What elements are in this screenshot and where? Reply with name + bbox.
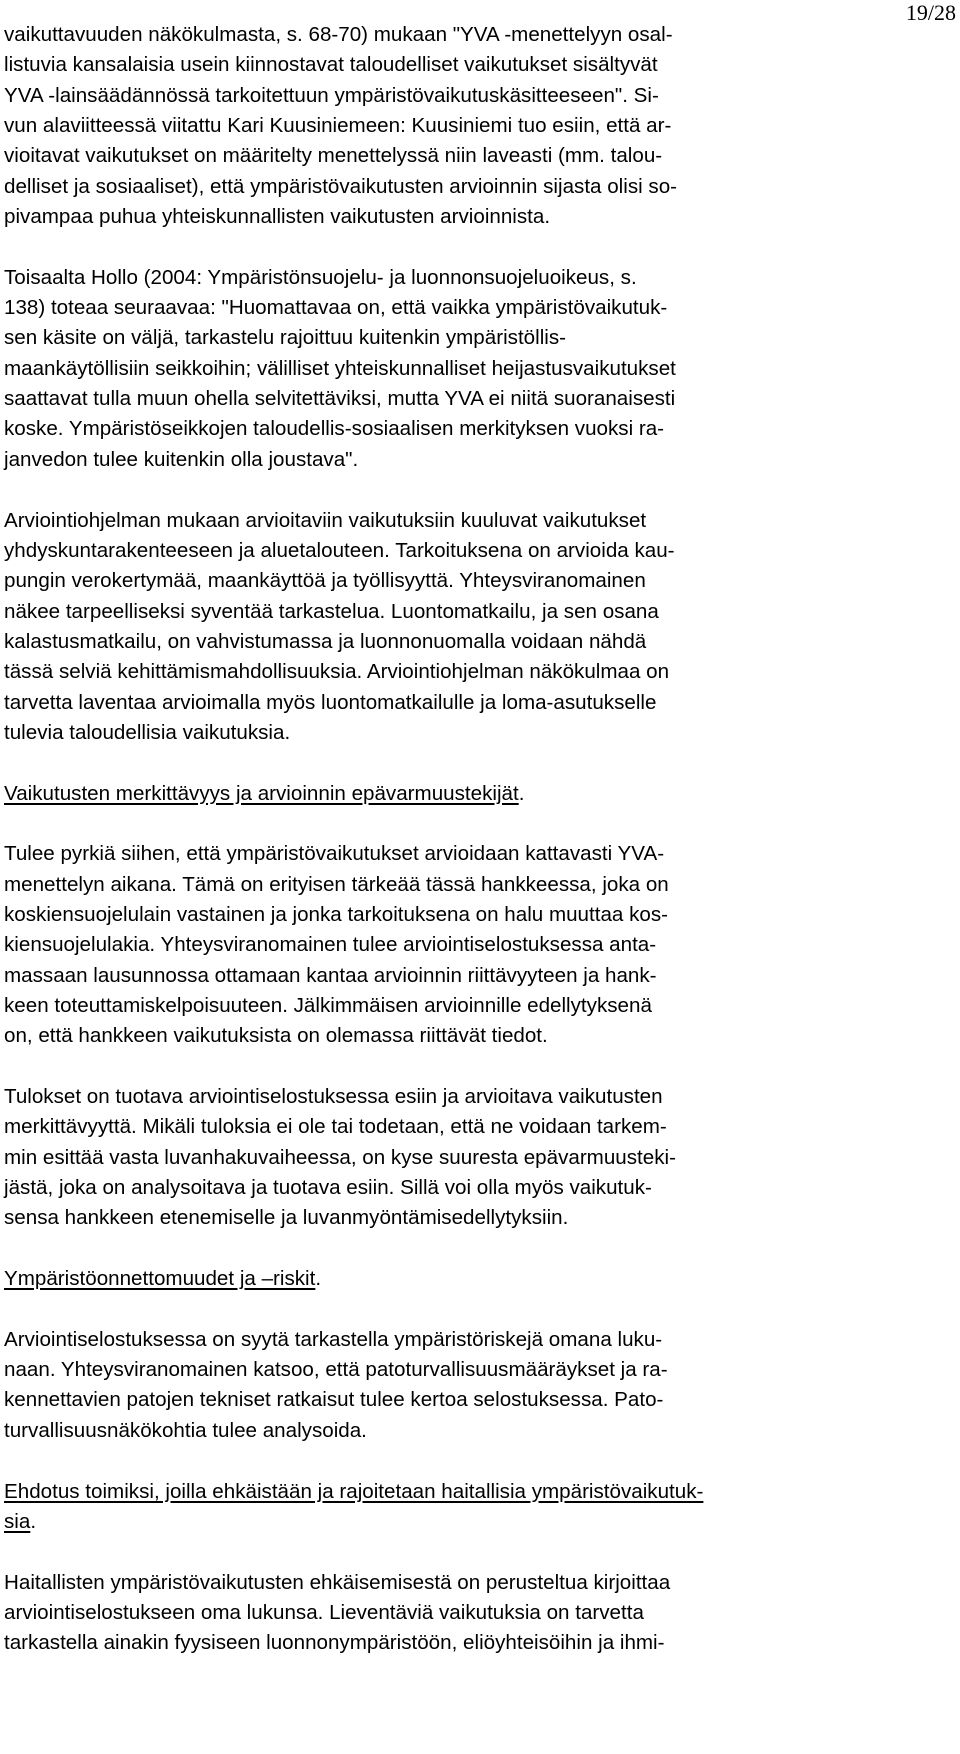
section-heading-mitigation-period: .: [30, 1509, 37, 1533]
paragraph-6: Arviointiselostuksessa on syytä tarkastella ympäristöriskejä omana luku- naan. Yhteysviranomainen katsoo, että patoturvallisuusmääräykset ja ra- kennettavien patojen tekniset ratkaisut tulee kertoa selostuksessa. Pato- turvallisuusnäkökohtia tulee analysoida.: [4, 1327, 668, 1442]
section-heading-accidents-text: Ympäristöonnettomuudet ja –riskit: [4, 1267, 316, 1291]
section-heading-accidents-period: .: [315, 1267, 322, 1291]
section-heading-mitigation-text: Ehdotus toimiksi, joilla ehkäistään ja rajoitetaan haitallisia ympäristövaikutuk- sia: [4, 1479, 704, 1533]
document-body: [4, 20, 825, 1659]
paragraph-4: Tulee pyrkiä siihen, että ympäristövaikutukset arvioidaan kattavasti YVA- menettelyn aikana. Tämä on erityisen tärkeää tässä hankkeessa, joka on koskiensuojelulain vastainen ja jonka tarkoituksena on halu muuttaa kos- kiensuojelulakia. Yhteysviranomainen tulee arviointiselostuksessa anta- massaan lausunnossa ottamaan kantaa arvioinnin riittävyyteen ja hank- keen toteuttamiskelpoisuuteen. Jälkimmäisen arvioinnille edellytyksenä on, että hankkeen vaikutuksista on olemassa riittävät tiedot.: [4, 842, 669, 1048]
section-heading-mitigation: [4, 1477, 825, 1538]
paragraph-3: Arviointiohjelman mukaan arvioitaviin vaikutuksiin kuuluvat vaikutukset yhdyskuntarakenteeseen ja aluetalouteen. Tarkoituksena on arvioida kau- pungin verokertymää, maankäyttöä ja työllisyyttä. Yhteysviranomainen näkee tarpeelliseksi syventää tarkastelua. Luontomatkailu, ja sen osana kalastusmatkailu, on vahvistumassa ja luonnonuomalla voidaan nähdä tässä selviä kehittämismahdollisuuksia. Arviointiohjelman näkökulmaa on tarvetta laventaa arvioimalla myös luontomatkailulle ja loma-asutukselle tulevia taloudellisia vaikutuksia.: [4, 508, 675, 744]
section-heading-significance-text: Vaikutusten merkittävyys ja arvioinnin epävarmuustekijät: [4, 781, 519, 805]
section-heading-significance: [4, 779, 825, 809]
paragraph-5: Tulokset on tuotava arviointiselostuksessa esiin ja arvioitava vaikutusten merkittävyyttä. Mikäli tuloksia ei ole tai todetaan, että ne voidaan tarkem- min esittää vasta luvanhakuvaiheessa, on kyse suuresta epävarmuusteki- jästä, joka on analysoitava ja tuotava esiin. Sillä voi olla myös vaikutuk- sensa hankkeen etenemiselle ja luvanmyöntämisedellytyksiin.: [4, 1085, 676, 1230]
paragraph-7: Haitallisten ympäristövaikutusten ehkäisemisestä on perusteltua kirjoittaa arviointiselostukseen oma lukunsa. Lieventäviä vaikutuksia on tarvetta tarkastella ainakin fyysiseen luonnonympäristöön, eliöyhteisöihin ja ihmi-: [4, 1570, 671, 1655]
paragraph-1: vaikuttavuuden näkökulmasta, s. 68-70) mukaan "YVA -menettelyyn osal- listuvia kansalaisia usein kiinnostavat taloudelliset vaikutukset sisältyvät YVA -lainsäädännössä tarkoitettuun ympäristövaikutuskäsitteeseen". Si- vun alaviitteessä viitattu Kari Kuusiniemeen: Kuusiniemi tuo esiin, että ar- vioitavat vaikutukset on määritelty menettelyssä niin laveasti (mm. talou- delliset ja sosiaaliset), että ympäristövaikutusten arvioinnin sijasta olisi so- pivampaa puhua yhteiskunnallisten vaikutusten arvioinnista.: [4, 23, 678, 229]
section-heading-significance-period: .: [518, 781, 525, 805]
paragraph-2: Toisaalta Hollo (2004: Ympäristönsuojelu- ja luonnonsuojeluoikeus, s. 138) toteaa seuraavaa: "Huomattavaa on, että vaikka ympäristövaikutuk- sen käsite on väljä, tarkastelu rajoittuu kuitenkin ympäristöllis- maankäytöllisiin seikkoihin; välilliset yhteiskunnalliset heijastusvaikutukset saattavat tulla muun ohella selvitettäviksi, mutta YVA ei niitä suoranaisesti koske. Ympäristöseikkojen taloudellis-sosiaalisen merkityksen vuoksi ra- janvedon tulee kuitenkin olla joustava".: [4, 265, 676, 471]
section-heading-accidents: [4, 1264, 825, 1294]
page-number: 19/28: [905, 0, 956, 25]
